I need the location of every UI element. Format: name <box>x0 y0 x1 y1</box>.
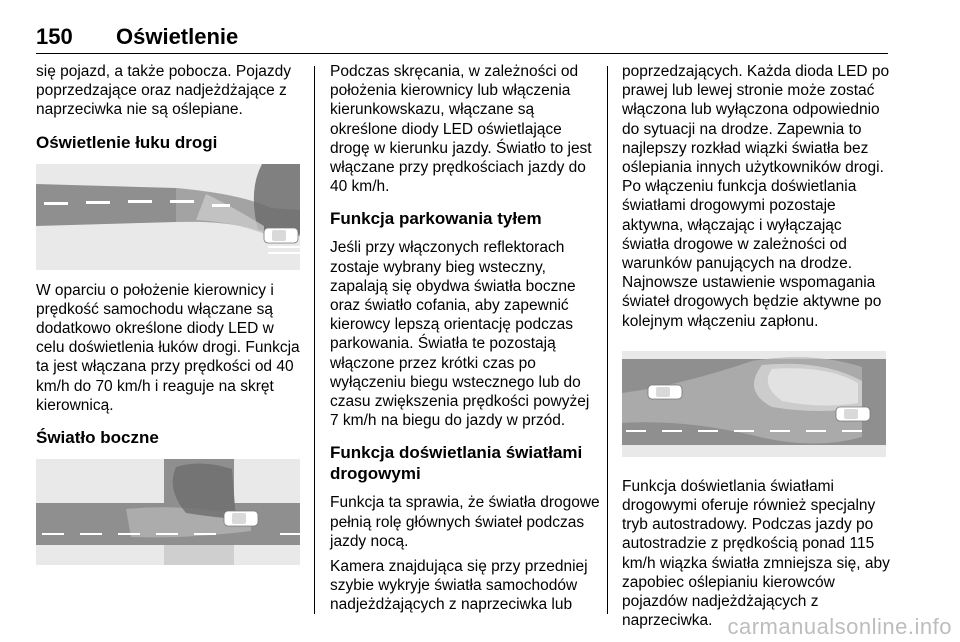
column-2 <box>330 62 600 615</box>
column-1 <box>36 62 304 565</box>
heading-reverse-parking: Funkcja parkowania tyłem <box>330 209 542 229</box>
heading-curve-lighting: Oświetlenie łuku drogi <box>36 132 218 152</box>
column-divider-2 <box>607 66 608 614</box>
heading-high-beam: Funkcja doświetlania światłami drogowymi <box>330 443 583 484</box>
chapter-title: Oświetlenie <box>116 24 239 49</box>
high-beam-illustration <box>622 351 886 457</box>
side-light-illustration <box>36 459 300 565</box>
header-rule <box>36 53 888 54</box>
car-icon <box>836 407 870 421</box>
page-number: 150 <box>36 24 73 49</box>
paragraph-side-light: Podczas skręcania, w zależności od położenia kierownicy lub włączenia kierunkowskazu, włączane są określone diody LED oświetlające drogę w kierunku jazdy. Światło to jest włączane przy prędkościach jazdy do 40 km/h. <box>330 63 592 196</box>
paragraph-motorway-mode: Funkcja doświetlania światłami drogowymi oferuje również specjalny tryb autostradowy. Podczas jazdy po autostradzie z prędkością ponad 115 km/h wiązka światła zmniejsza się, aby zapobiec oślepianiu kierowców pojazdów nadjeżdżających z naprzeciwka. <box>622 477 890 630</box>
heading-side-light: Światło boczne <box>36 428 159 448</box>
car-icon <box>648 385 682 399</box>
paragraph-high-beam-cont: poprzedzających. Każda dioda LED po prawej lub lewej stronie może zostać włączona lub wyłączona odpowiednio do sytuacji na drodze. Zapewnia to najlepszy rozkład wiązki światła bez oślepiania innych użytkowników drogi. Po włączeniu funkcja doświetlania światłami drogowymi pozostaje aktywna, włączając i wyłączając światła drogowe w zależności od warunków panujących na drodze. Najnowsze ustawienie wspomagania świateł drogowych będzie aktywne po kolejnym włączeniu zapłonu. <box>622 63 890 330</box>
watermark: carmanualsonline.info <box>727 614 952 639</box>
paragraph-high-beam-1: Funkcja ta sprawia, że światła drogowe pełnią rolę głównych świateł podczas jazdy nocą. <box>330 494 600 550</box>
car-icon <box>224 511 258 526</box>
paragraph-curve-lighting: W oparciu o położenie kierownicy i prędkość samochodu włączane są dodatkowo określone diody LED w celu doświetlenia łuków drogi. Funkcja ta jest włączana przy prędkości od 40 km/h do 70 km/h i reaguje na skręt kierownicą. <box>36 281 300 414</box>
paragraph-high-beam-2: Kamera znajdująca się przy przedniej szybie wykryje światła samochodów nadjeżdżających z naprzeciwka lub <box>330 558 588 614</box>
car-icon <box>264 228 298 243</box>
paragraph-intro: się pojazd, a także pobocza. Pojazdy poprzedzające oraz nadjeżdżające z naprzeciwka nie są oślepiane. <box>36 63 292 119</box>
page-header <box>36 24 888 54</box>
paragraph-reverse-parking: Jeśli przy włączonych reflektorach zostaje wybrany bieg wsteczny, zapalają się obydwa światła boczne oraz światło cofania, aby zapewnić kierowcy lepszą orientację podczas parkowania. Światła te pozostają włączone przez krótki czas po wyłączeniu biegu wstecznego lub do czasu zwiększenia prędkości powyżej 7 km/h na biegu do jazdy w przód. <box>330 239 590 430</box>
column-divider-1 <box>314 66 315 614</box>
column-3 <box>622 62 890 630</box>
curve-lighting-illustration <box>36 164 300 270</box>
